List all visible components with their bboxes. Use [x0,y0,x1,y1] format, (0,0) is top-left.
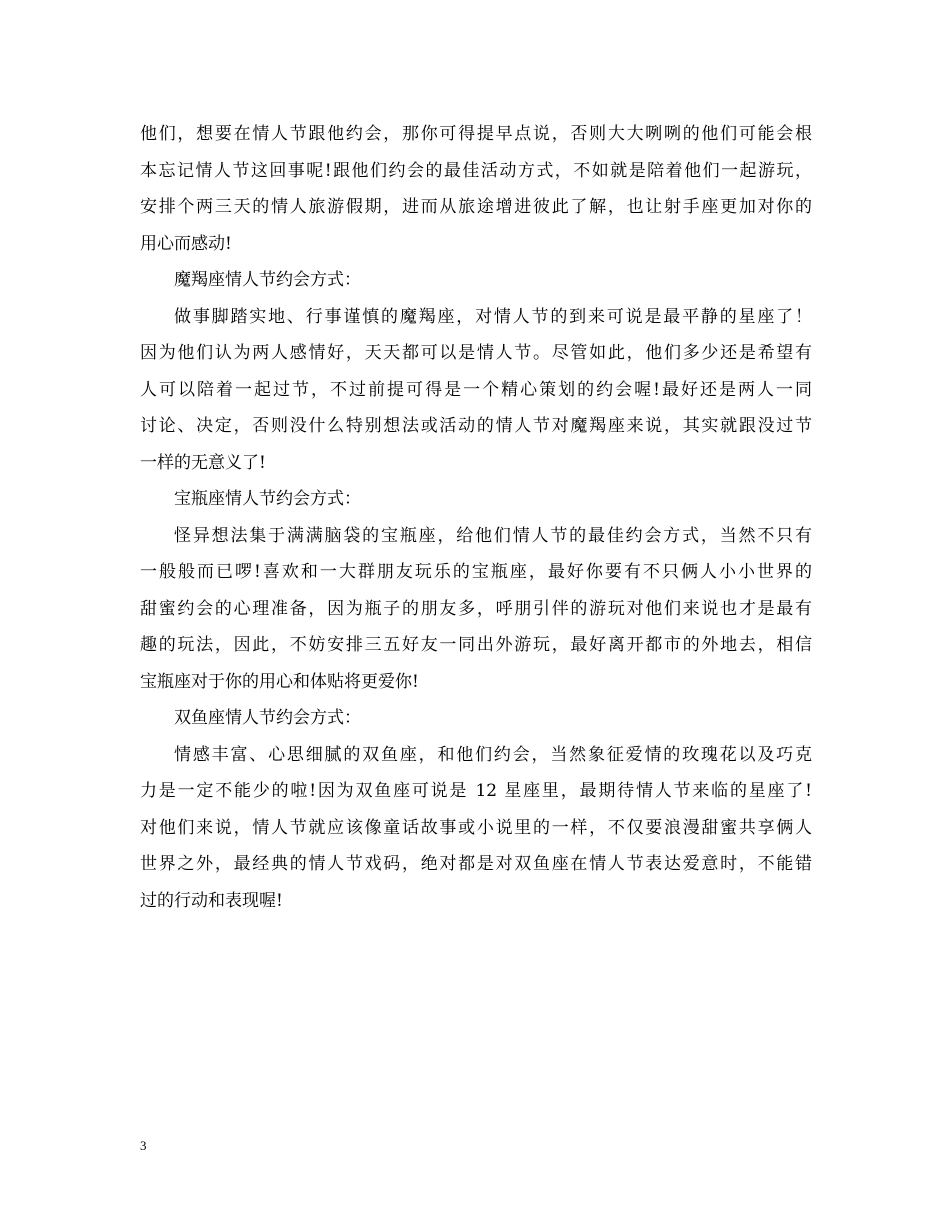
text-line: 一般般而已啰!喜欢和一大群朋友玩乐的宝瓶座，最好你要有不只俩人小小世界的 [140,562,812,582]
text-line: 讨论、决定，否则没什么特别想法或活动的情人节对魔羯座来说，其实就跟没过节 [140,416,812,436]
text-line: 安排个两三天的情人旅游假期，进而从旅途增进彼此了解，也让射手座更加对你的 [140,197,812,217]
text-line: 做事脚踏实地、行事谨慎的魔羯座，对情人节的到来可说是最平静的星座了！ [174,306,812,327]
section-heading-capricorn: 魔羯座情人节约会方式： [174,270,361,290]
section-heading-aquarius: 宝瓶座情人节约会方式： [174,489,361,509]
page-number: 3 [140,1138,147,1153]
text-line: 宝瓶座对于你的用心和体贴将更爱你! [140,671,419,692]
text-line: 世界之外，最经典的情人节戏码，绝对都是对双鱼座在情人节表达爱意时，不能错 [140,854,812,874]
text-line: 对他们来说，情人节就应该像童话故事或小说里的一样，不仅要浪漫甜蜜共享俩人 [140,817,812,838]
text-line: 情感丰富、心思细腻的双鱼座，和他们约会，当然象征爱情的玫瑰花以及巧克 [174,744,812,765]
text-line: 过的行动和表现喔! [140,890,283,911]
text-line: 人可以陪着一起过节，不过前提可得是一个精心策划的约会喔!最好还是两人一同 [140,379,812,400]
text-line: 用心而感动! [140,233,232,254]
text-line: 怪异想法集于满满脑袋的宝瓶座，给他们情人节的最佳约会方式，当然不只有 [174,525,812,546]
section-heading-pisces: 双鱼座情人节约会方式： [174,708,361,728]
text-line: 一样的无意义了! [140,452,266,473]
text-line: 趣的玩法，因此，不妨安排三五好友一同出外游玩，最好离开都市的外地去，相信 [140,635,812,655]
text-line: 甜蜜约会的心理准备，因为瓶子的朋友多，呼朋引伴的游玩对他们来说也才是最有 [140,598,812,619]
text-line: 本忘记情人节这回事呢!跟他们约会的最佳活动方式，不如就是陪着他们一起游玩， [140,160,812,181]
text-line: 因为他们认为两人感情好，天天都可以是情人节。尽管如此，他们多少还是希望有 [140,343,812,363]
text-line: 力是一定不能少的啦!因为双鱼座可说是 12 星座里，最期待情人节来临的星座了! [140,781,812,801]
document-body [140,116,812,919]
text-line: 他们，想要在情人节跟他约会，那你可得提早点说，否则大大咧咧的他们可能会根 [140,124,812,144]
